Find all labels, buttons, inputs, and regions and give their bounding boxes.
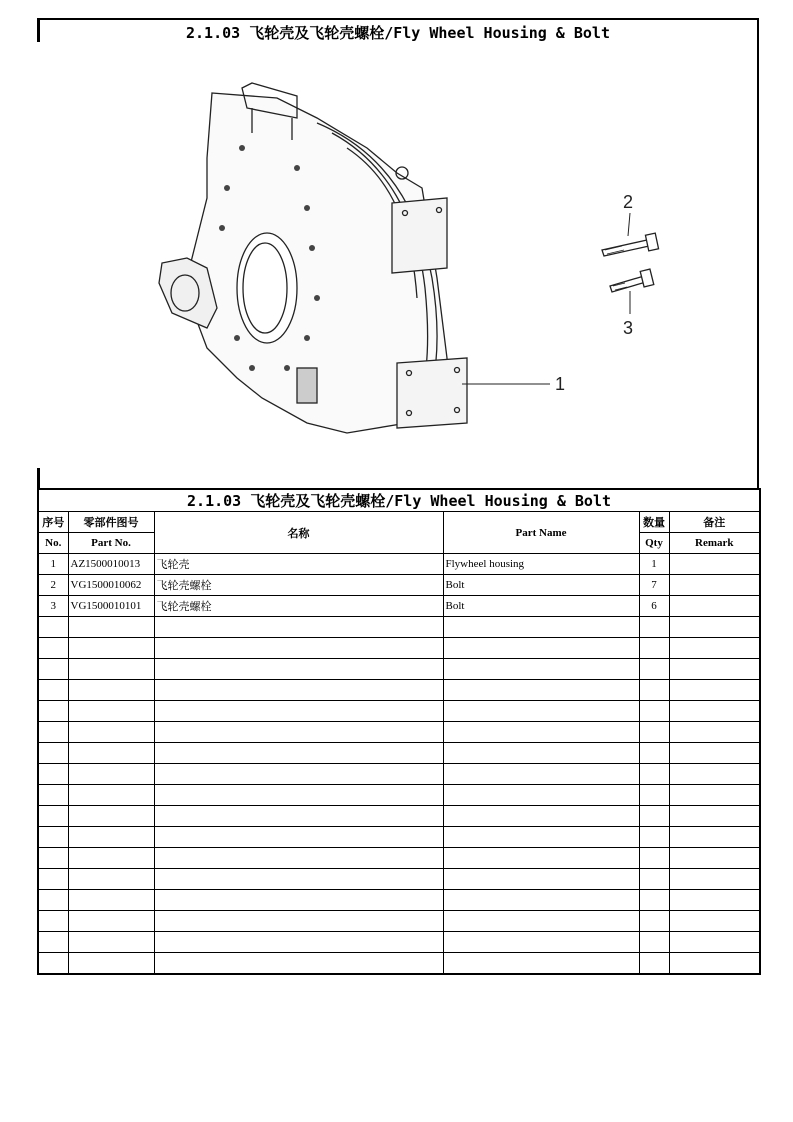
empty-cell (38, 617, 68, 638)
empty-cell (38, 911, 68, 932)
empty-cell (38, 743, 68, 764)
empty-cell (669, 911, 760, 932)
empty-table-row (38, 827, 760, 848)
empty-cell (669, 638, 760, 659)
empty-cell (38, 659, 68, 680)
empty-cell (154, 785, 443, 806)
empty-cell (443, 911, 639, 932)
empty-cell (669, 785, 760, 806)
empty-cell (443, 806, 639, 827)
empty-cell (154, 869, 443, 890)
header-row-cn (38, 512, 760, 533)
empty-cell (443, 743, 639, 764)
row-part-name: Bolt (443, 575, 639, 596)
empty-cell (154, 701, 443, 722)
empty-cell (639, 869, 669, 890)
empty-cell (443, 659, 639, 680)
table-row (38, 575, 760, 596)
parts-table-wrapper (37, 488, 759, 975)
empty-table-row (38, 680, 760, 701)
bolt-2-illustration (602, 233, 659, 256)
leader-line-2 (628, 213, 630, 236)
empty-table-row (38, 848, 760, 869)
empty-cell (154, 638, 443, 659)
row-part-no: VG1500010101 (68, 596, 154, 617)
empty-table-row (38, 890, 760, 911)
empty-cell (68, 680, 154, 701)
empty-cell (68, 932, 154, 953)
row-remark (669, 575, 760, 596)
empty-table-row (38, 659, 760, 680)
empty-cell (38, 680, 68, 701)
empty-cell (38, 785, 68, 806)
empty-cell (38, 722, 68, 743)
empty-cell (68, 764, 154, 785)
empty-cell (639, 827, 669, 848)
empty-cell (443, 848, 639, 869)
row-no: 3 (38, 596, 68, 617)
empty-table-row (38, 953, 760, 975)
empty-cell (639, 932, 669, 953)
empty-cell (639, 617, 669, 638)
header-name-cn: 名称 (154, 512, 443, 554)
row-part-no: VG1500010062 (68, 575, 154, 596)
table-caption: 2.1.03 飞轮壳及飞轮壳螺栓/Fly Wheel Housing & Bolt (38, 489, 760, 512)
empty-cell (68, 722, 154, 743)
empty-cell (669, 848, 760, 869)
empty-cell (154, 764, 443, 785)
row-name-cn: 飞轮壳螺栓 (154, 575, 443, 596)
row-qty: 1 (639, 554, 669, 575)
empty-cell (639, 701, 669, 722)
empty-cell (443, 764, 639, 785)
flywheel-housing-illustration (159, 83, 467, 433)
empty-table-row (38, 743, 760, 764)
drawing-frame (37, 18, 759, 488)
empty-cell (154, 680, 443, 701)
empty-table-row (38, 722, 760, 743)
empty-cell (68, 806, 154, 827)
bolt-3-illustration (610, 269, 654, 292)
empty-cell (38, 932, 68, 953)
header-part-name: Part Name (443, 512, 639, 554)
empty-cell (154, 806, 443, 827)
exploded-view-drawing (147, 78, 747, 458)
header-part-no-cn: 零部件图号 (68, 512, 154, 533)
empty-cell (38, 638, 68, 659)
empty-cell (154, 932, 443, 953)
empty-cell (38, 890, 68, 911)
empty-cell (669, 701, 760, 722)
empty-cell (639, 743, 669, 764)
empty-cell (68, 953, 154, 975)
empty-cell (38, 806, 68, 827)
empty-cell (443, 827, 639, 848)
row-name-cn: 飞轮壳 (154, 554, 443, 575)
empty-cell (68, 890, 154, 911)
callout-2: 2 (623, 192, 634, 212)
table-row (38, 596, 760, 617)
empty-cell (669, 953, 760, 975)
row-name-cn: 飞轮壳螺栓 (154, 596, 443, 617)
header-qty-en: Qty (639, 533, 669, 554)
empty-cell (154, 743, 443, 764)
empty-cell (443, 785, 639, 806)
table-caption-row (38, 489, 760, 512)
empty-table-row (38, 932, 760, 953)
empty-cell (443, 722, 639, 743)
empty-cell (669, 722, 760, 743)
empty-cell (154, 890, 443, 911)
empty-cell (154, 911, 443, 932)
empty-cell (443, 869, 639, 890)
empty-cell (154, 827, 443, 848)
empty-table-row (38, 617, 760, 638)
empty-cell (68, 785, 154, 806)
empty-cell (443, 953, 639, 975)
empty-cell (68, 617, 154, 638)
empty-cell (68, 869, 154, 890)
empty-table-row (38, 911, 760, 932)
empty-cell (639, 785, 669, 806)
empty-cell (154, 848, 443, 869)
empty-cell (669, 827, 760, 848)
empty-cell (68, 911, 154, 932)
empty-cell (38, 953, 68, 975)
row-remark (669, 596, 760, 617)
empty-cell (639, 638, 669, 659)
header-no-cn: 序号 (38, 512, 68, 533)
row-remark (669, 554, 760, 575)
empty-cell (443, 617, 639, 638)
empty-table-row (38, 869, 760, 890)
callout-3: 3 (623, 318, 634, 338)
header-remark-cn: 备注 (669, 512, 760, 533)
empty-cell (68, 848, 154, 869)
row-qty: 6 (639, 596, 669, 617)
empty-cell (669, 680, 760, 701)
empty-cell (68, 827, 154, 848)
header-qty-cn: 数量 (639, 512, 669, 533)
empty-cell (639, 659, 669, 680)
empty-cell (639, 680, 669, 701)
empty-cell (639, 953, 669, 975)
empty-cell (639, 722, 669, 743)
empty-cell (669, 869, 760, 890)
empty-cell (669, 617, 760, 638)
callout-1: 1 (555, 374, 566, 394)
empty-rows (38, 617, 760, 975)
empty-cell (68, 638, 154, 659)
empty-cell (443, 638, 639, 659)
row-qty: 7 (639, 575, 669, 596)
table-row (38, 554, 760, 575)
empty-cell (154, 617, 443, 638)
empty-cell (443, 701, 639, 722)
empty-cell (38, 701, 68, 722)
empty-cell (639, 806, 669, 827)
empty-cell (669, 890, 760, 911)
empty-cell (639, 890, 669, 911)
empty-cell (639, 911, 669, 932)
empty-cell (154, 722, 443, 743)
empty-cell (68, 701, 154, 722)
empty-cell (154, 953, 443, 975)
row-no: 2 (38, 575, 68, 596)
empty-cell (38, 869, 68, 890)
empty-cell (68, 743, 154, 764)
empty-cell (639, 764, 669, 785)
empty-cell (669, 743, 760, 764)
empty-cell (68, 659, 154, 680)
empty-table-row (38, 806, 760, 827)
empty-table-row (38, 764, 760, 785)
empty-cell (443, 680, 639, 701)
header-no-en: No. (38, 533, 68, 554)
empty-cell (38, 764, 68, 785)
empty-table-row (38, 785, 760, 806)
empty-table-row (38, 701, 760, 722)
row-part-name: Bolt (443, 596, 639, 617)
empty-cell (669, 659, 760, 680)
empty-cell (669, 932, 760, 953)
header-part-no-en: Part No. (68, 533, 154, 554)
header-remark-en: Remark (669, 533, 760, 554)
row-part-no: AZ1500010013 (68, 554, 154, 575)
parts-sheet (37, 18, 759, 978)
page-title: 2.1.03 飞轮壳及飞轮壳螺栓/Fly Wheel Housing & Bolt (186, 24, 610, 42)
empty-cell (669, 764, 760, 785)
empty-table-row (38, 638, 760, 659)
empty-cell (154, 659, 443, 680)
empty-cell (38, 848, 68, 869)
empty-cell (639, 848, 669, 869)
empty-cell (443, 932, 639, 953)
empty-cell (443, 890, 639, 911)
row-no: 1 (38, 554, 68, 575)
row-part-name: Flywheel housing (443, 554, 639, 575)
empty-cell (669, 806, 760, 827)
empty-cell (38, 827, 68, 848)
parts-table (37, 488, 761, 975)
